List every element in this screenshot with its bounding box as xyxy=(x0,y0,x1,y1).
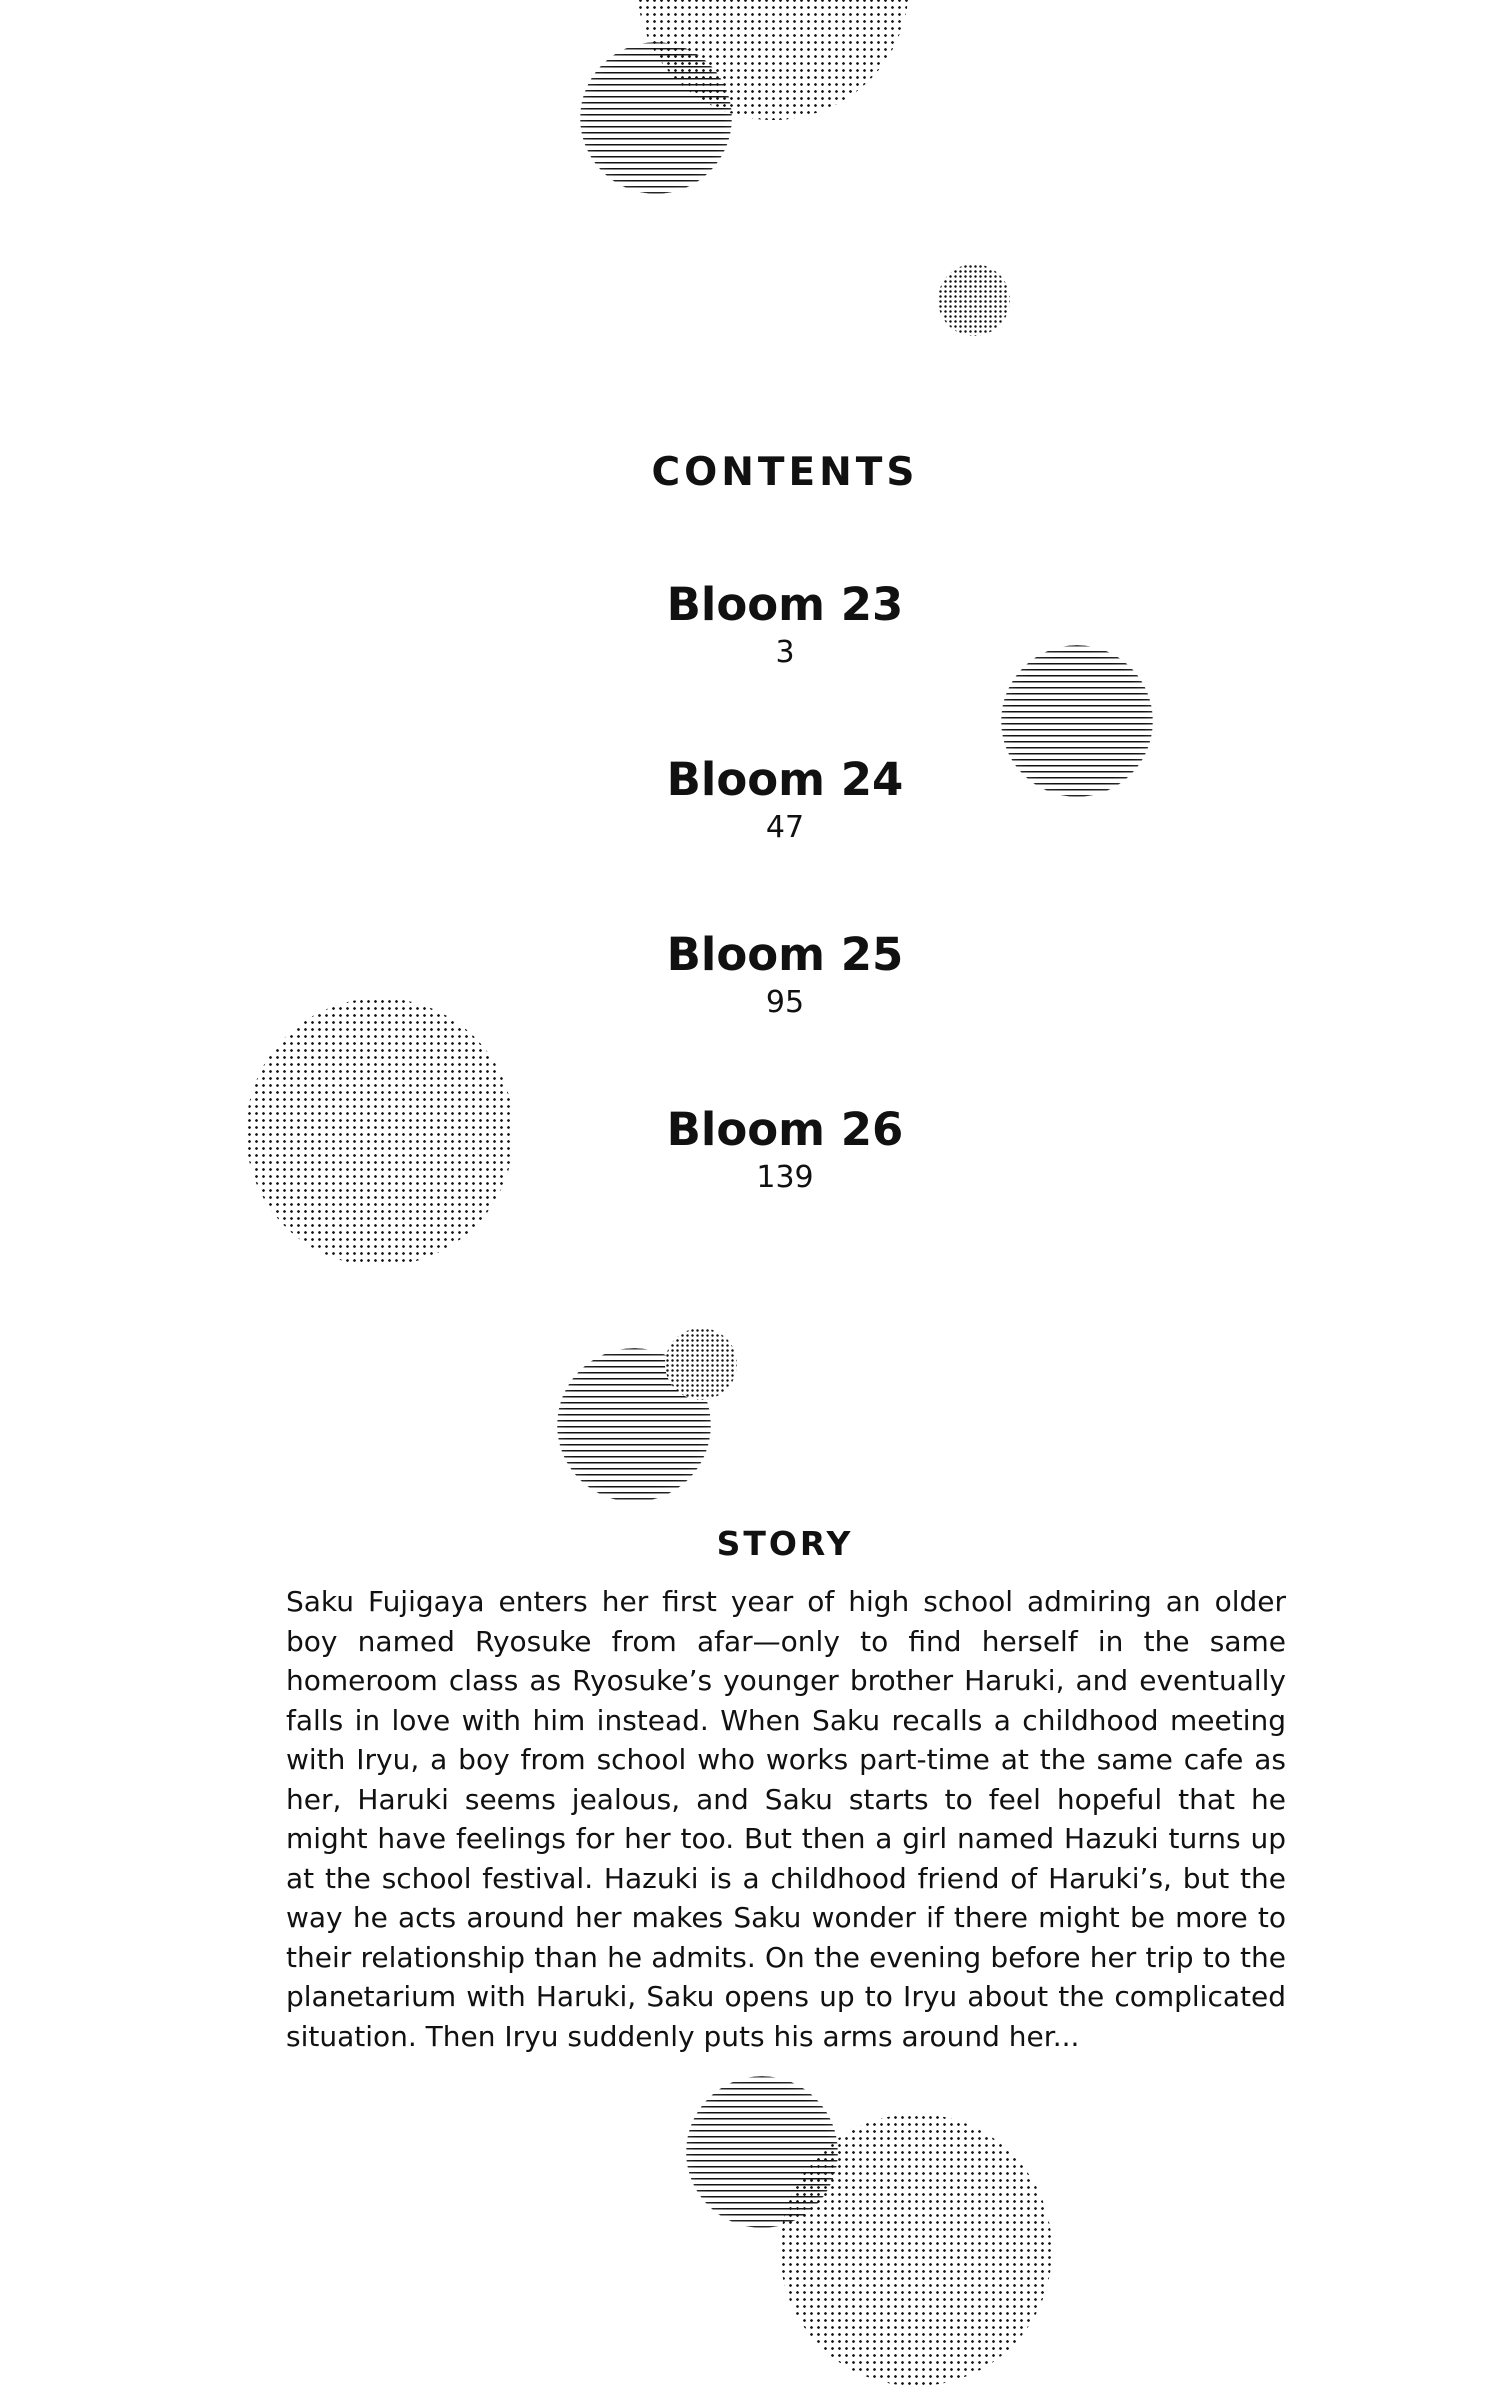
toc-entry-page: 47 xyxy=(765,810,805,845)
toc-entry xyxy=(0,1102,1500,1198)
contents-heading: CONTENTS xyxy=(651,450,919,495)
toc-entry-title: Bloom 23 xyxy=(666,578,904,631)
story-heading: STORY xyxy=(716,1524,854,1563)
dotted-circle-decoration xyxy=(938,264,1010,336)
toc-entry-page: 95 xyxy=(765,985,805,1020)
story-summary: Saku Fujigaya enters her first year of high school admiring an older boy named Ryosuke from afar—only to find herself in the same homeroom class as Ryosuke’s younger brother Haruki, and eventually falls in love with him instead. When Saku recalls a childhood meeting with Iryu, a boy from school who works part-time at the same cafe as her, Haruki seems jealous, and Saku starts to feel hopeful that he might have feelings for her too. But then a girl named Hazuki turns up at the school festival. Hazuki is a childhood friend of Haruki’s, but the way he acts around her makes Saku wonder if there might be more to their relationship than he admits. On the evening before her trip to the planetarium with Haruki, Saku opens up to Iryu about the complicated situation. Then Iryu suddenly puts his arms around her... xyxy=(286,1585,1286,2053)
toc-entry-page: 139 xyxy=(756,1160,814,1195)
toc-entry-title: Bloom 25 xyxy=(666,928,904,981)
toc-entry xyxy=(0,577,1500,673)
toc-entry-title: Bloom 24 xyxy=(666,753,904,806)
toc-entry xyxy=(0,752,1500,848)
dotted-circle-decoration xyxy=(665,1328,737,1400)
toc-entry-page: 3 xyxy=(775,635,795,670)
toc-entry-title: Bloom 26 xyxy=(666,1103,904,1156)
toc-entry xyxy=(0,927,1500,1023)
striped-circle-decoration xyxy=(580,42,732,194)
dotted-circle-decoration xyxy=(780,2114,1052,2386)
